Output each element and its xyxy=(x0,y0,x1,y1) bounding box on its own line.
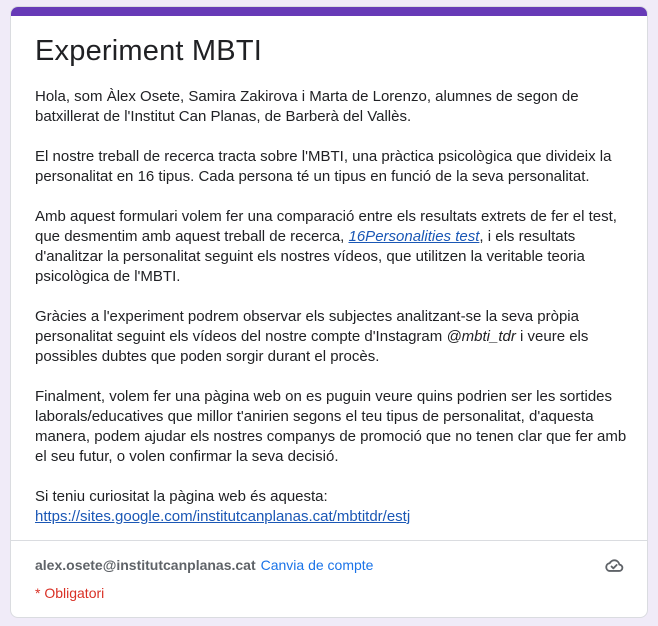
paragraph-3-text-after: , i els resultats d'analitzar la personalitat seguint els nostres vídeos, que utilitzen la veritable teoria psicològica de l'MBTI. xyxy=(35,228,585,285)
accent-bar xyxy=(11,7,647,16)
description-paragraph-4 xyxy=(35,307,635,367)
description-paragraph-6 xyxy=(35,487,635,527)
form-description xyxy=(35,87,635,527)
description-paragraph-2: El nostre treball de recerca tracta sobre l'MBTI, una pràctica psicològica que divideix la personalitat en 16 tipus. Cada persona té un tipus en funció de la seva personalitat. xyxy=(35,148,612,185)
description-paragraph-1: Hola, som Àlex Osete, Samira Zakirova i Marta de Lorenzo, alumnes de segon de batxillerat de l'Institut Can Planas, de Barberà del Vallès. xyxy=(35,88,579,125)
instagram-handle: @mbti_tdr xyxy=(446,328,516,345)
account-email: alex.osete@institutcanplanas.cat xyxy=(35,557,256,573)
website-intro-text: Si teniu curiositat la pàgina web és aquesta: xyxy=(35,488,328,505)
required-note: * Obligatori xyxy=(35,585,105,601)
cloud-saved-icon[interactable] xyxy=(603,554,625,576)
switch-account-link[interactable]: Canvia de compte xyxy=(260,557,374,573)
paragraph-4-text-after: i veure els possibles dubtes que poden sorgir durant el procès. xyxy=(35,328,589,365)
paragraph-4-text-before: Gràcies a l'experiment podrem observar els subjectes analitzant-se la seva pròpia personalitat seguint els vídeos del nostre compte d'Instagram xyxy=(35,308,579,345)
description-paragraph-5: Finalment, volem fer una pàgina web on es puguin veure quins podrien ser les sortides laborals/educatives que millor t'anirien segons el teu tipus de personalitat, d'aquesta manera, podem ajudar els nostres companys de promoció que no tenen clar que fer amb el seu futur, o volen confirmar la seva decisió. xyxy=(35,388,627,465)
form-header-card xyxy=(10,6,648,618)
16personalities-test-link[interactable]: 16Personalities test xyxy=(348,228,480,245)
form-content xyxy=(35,33,635,547)
form-title: Experiment MBTI xyxy=(35,35,262,67)
divider xyxy=(11,540,647,541)
account-row xyxy=(35,551,625,579)
website-link[interactable]: https://sites.google.com/institutcanplanas.cat/mbtitdr/estj xyxy=(35,508,411,525)
description-paragraph-3 xyxy=(35,207,635,287)
paragraph-3-text-before: Amb aquest formulari volem fer una comparació entre els resultats extrets de fer el test, que desmentim amb aquest treball de recerca, xyxy=(35,208,617,245)
